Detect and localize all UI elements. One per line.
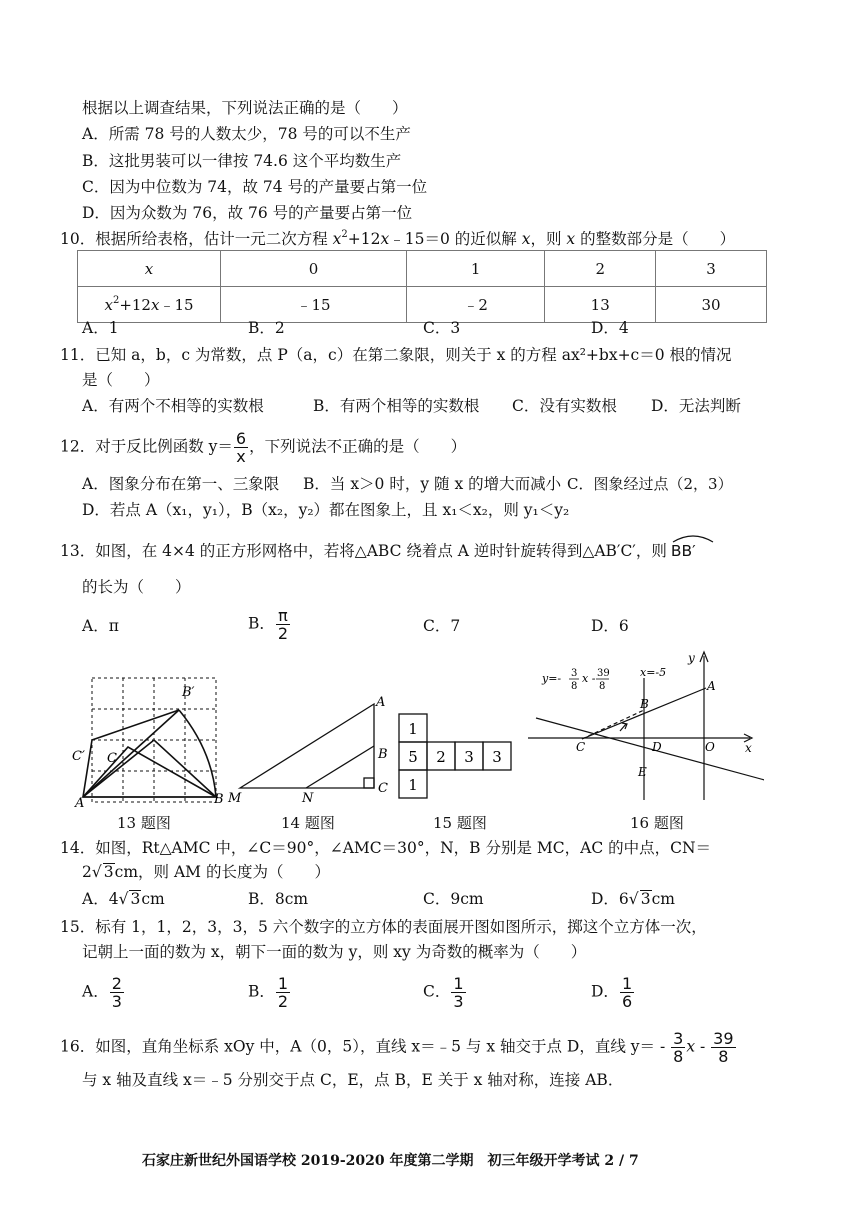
q10-option-d: D．4 [591, 319, 629, 337]
point-c: C [576, 740, 586, 754]
q15-option-d: D． $\frac{1}{6}$ [591, 974, 633, 1011]
table-value-cell: 30 [656, 287, 767, 323]
label-b: B [378, 747, 388, 762]
net-cell: 1 [408, 776, 418, 794]
q16-stem-line2: 与 x 轴及直线 x＝﹣5 分别交于点 C，E，点 B，E 关于 x 轴对称，连接 AB． [82, 1071, 624, 1089]
net-cell: 1 [408, 720, 418, 738]
caption-14: 14 题图 [281, 814, 335, 832]
q14-option-a: A．4√ 3cm [82, 890, 165, 908]
table-x-cell: 1 [407, 251, 545, 287]
net-cell: 2 [436, 748, 446, 766]
label-c: C [107, 751, 117, 766]
q12-option-a: A．图象分布在第一、三象限 [82, 475, 280, 493]
q15-stem-line1: 15．标有 1，1，2，3，3，5 六个数字的立方体的表面展开图如图所示，掷这个立方体一次， [60, 918, 707, 936]
q13-stem-line2: 的长为（ ） [82, 578, 191, 596]
q11-option-d: D．无法判断 [651, 397, 741, 415]
table-header-x: x [78, 251, 221, 287]
y-axis-label: y [688, 651, 695, 665]
q10-stem: 10．根据所给表格，估计一元二次方程 $x^2+12x﹣15=0$ 的近似解 x，则 x 的整数部分是（ ） [60, 229, 736, 248]
point-d: D [652, 740, 662, 754]
q12-stem: 12．对于反比例函数 y＝ $\frac{6}{x}$ ，下列说法不正确的是（ ） [60, 429, 467, 466]
eq-x: x - [582, 672, 596, 685]
figure-16-coordinate [524, 648, 764, 808]
q9-option-a: A．所需 78 号的人数太少，78 号的可以不生产 [82, 125, 411, 143]
q12-option-c: C．图象经过点（2，3） [567, 475, 733, 493]
q9-option-d: D．因为众数为 76，故 76 号的产量要占第一位 [82, 204, 413, 222]
net-cell: 3 [492, 748, 502, 766]
table-x-cell: 2 [545, 251, 656, 287]
q10-table [77, 250, 767, 323]
caption-16: 16 题图 [630, 814, 684, 832]
label-b-prime: B′ [182, 685, 195, 700]
q14-option-b: B．8cm [248, 890, 309, 908]
table-value-cell: 13 [545, 287, 656, 323]
label-c: C [378, 781, 388, 796]
q15-option-b: B． $\frac{1}{2}$ [248, 974, 289, 1011]
eq-frac1-den: 8 [571, 681, 578, 692]
q11-option-b: B．有两个相等的实数根 [313, 397, 480, 415]
label-m: M [228, 791, 242, 806]
figure-15-cube-net [396, 710, 516, 804]
label-a: A [376, 695, 386, 710]
eq-frac2-den: 8 [599, 681, 606, 692]
table-x-cell: 0 [221, 251, 407, 287]
q9-stem: 根据以上调查结果，下列说法正确的是（ ） [82, 99, 408, 117]
q15-option-a: A． $\frac{2}{3}$ [82, 974, 122, 1011]
table-value-cell: ﹣15 [221, 287, 407, 323]
table-value-cell: ﹣2 [407, 287, 545, 323]
point-o: O [705, 740, 715, 754]
x-axis-label: x [745, 741, 752, 755]
table-x-cell: 3 [656, 251, 767, 287]
q10-option-a: A．1 [82, 319, 119, 337]
q13-option-b: B． $\frac{\pi}{2}$ [248, 606, 289, 643]
q13-stem-line1: 13．如图，在 4×4 的正方形网格中，若将△ABC 绕着点 A 逆时针旋转得到△AB′C′，则 BB′ [60, 541, 696, 561]
point-e: E [638, 765, 647, 779]
q14-stem-line2: 2√ 3cm，则 AM 的长度为（ ） [82, 863, 330, 881]
figure-14-triangle [226, 688, 406, 808]
net-cell: 3 [464, 748, 474, 766]
q11-option-c: C．没有实数根 [512, 397, 617, 415]
point-a: A [707, 679, 716, 693]
q11-option-a: A．有两个不相等的实数根 [82, 397, 264, 415]
label-a: A [75, 796, 85, 810]
caption-13: 13 题图 [117, 814, 171, 832]
figure-13-grid [72, 670, 232, 810]
q13-option-d: D．6 [591, 617, 629, 635]
point-b: B [640, 697, 649, 711]
q10-option-c: C．3 [423, 319, 461, 337]
q12-fraction: $\frac{6}{x}$ [235, 429, 247, 466]
line-equation-label: y=- [542, 672, 562, 685]
q11-stem-line2: 是（ ） [82, 371, 160, 389]
q15-stem-line2: 记朝上一面的数为 x，朝下一面的数为 y，则 xy 为奇数的概率为（ ） [82, 943, 587, 961]
q14-stem-line1: 14．如图，Rt△AMC 中，∠C＝90°，∠AMC＝30°，N，B 分别是 MC，AC 的中点，CN＝ [60, 839, 712, 857]
q14-option-d: D．6√ 3cm [591, 890, 675, 908]
q16-stem-line1: 16．如图，直角坐标系 xOy 中，A（0，5），直线 x＝﹣5 与 x 轴交于点 D，直线 y＝ - $\frac{3}{8}$ x - $\frac{39}{8}$ [60, 1029, 734, 1066]
eq-frac1-num: 3 [571, 668, 578, 679]
q10-option-b: B．2 [248, 319, 285, 337]
q9-option-c: C．因为中位数为 74，故 74 号的产量要占第一位 [82, 178, 428, 196]
q12-option-d: D．若点 A（x₁，y₁），B（x₂，y₂）都在图象上，且 x₁＜x₂，则 y₁＜y₂ [82, 501, 570, 519]
eq-frac2-num: 39 [597, 668, 610, 679]
q11-stem-line1: 11．已知 a，b，c 为常数，点 P（a，c）在第二象限，则关于 x 的方程 ax²+bx+c＝0 根的情况 [60, 346, 732, 364]
caption-15: 15 题图 [433, 814, 487, 832]
label-b: B [214, 792, 224, 807]
page-footer: 石家庄新世纪外国语学校 2019-2020 年度第二学期 初三年级开学考试 2 / 7 [142, 1153, 639, 1169]
q9-option-b: B．这批男装可以一律按 74.6 这个平均数生产 [82, 152, 402, 170]
table-header-expr: $x^2+12x﹣15$ [78, 287, 221, 323]
q14-option-c: C．9cm [423, 890, 484, 908]
vertical-line-label: x=-5 [640, 666, 667, 679]
label-n: N [302, 791, 314, 806]
q13-option-c: C．7 [423, 617, 461, 635]
arc-bb-label: BB′ [671, 541, 696, 561]
net-cell: 5 [408, 748, 418, 766]
label-c-prime: C′ [72, 749, 85, 764]
q15-option-c: C． $\frac{1}{3}$ [423, 974, 464, 1011]
q13-option-a: A．π [82, 617, 119, 635]
q12-option-b: B．当 x＞0 时，y 随 x 的增大而减小 [303, 475, 562, 493]
